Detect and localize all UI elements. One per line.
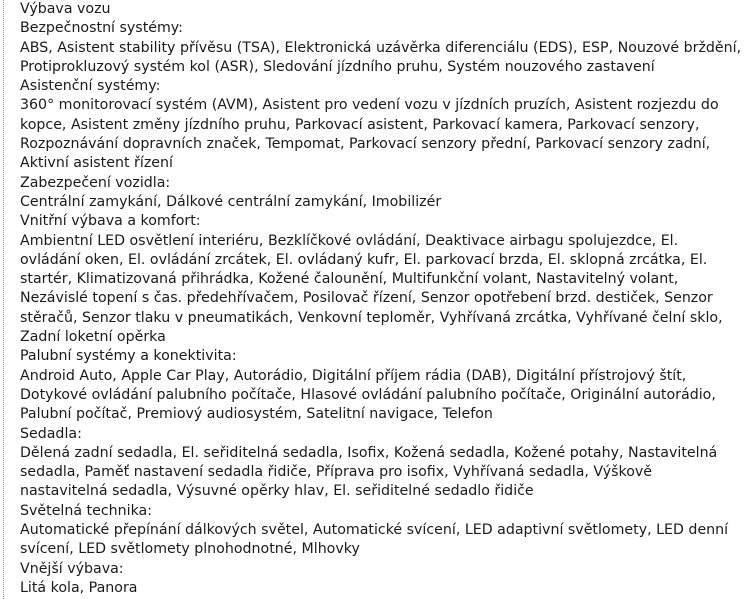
section-items: 360° monitorovací systém (AVM), Asistent pro vedení vozu v jízdních pruzích, Asistent rozjezdu do kopce, Asistent změny jízdního pruhu, Parkovací asistent, Parkovací kamera, Parkovací senzory, Rozpoznávání dopravních značek, Tempomat, Parkovací senzory přední, Parkovací senzory zadní, Aktivní asistent řízení: [20, 97, 724, 172]
section-heading: Bezpečnostní systémy:: [20, 20, 183, 37]
section-heading: Vnitřní výbava a komfort:: [20, 213, 201, 230]
section-items: Centrální zamykání, Dálkové centrální zamykání, Imobilizér: [20, 193, 442, 210]
section-items: Automatické přepínání dálkových světel, Automatické svícení, LED adaptivní světlomety, LED denní svícení, LED světlomety plnohodnotné, Mlhovky: [20, 522, 733, 558]
section-seats: [20, 425, 742, 502]
section-heading: Světelná technika:: [20, 502, 153, 519]
section-items: ABS, Asistent stability přívěsu (TSA), Elektronická uzávěrka diferenciálu (EDS), ESP, Nouzové brždění, Protiprokluzový systém kol (ASR), Sledování jízdního pruhu, Systém nouzového zastavení: [20, 39, 746, 75]
section-heading: Zabezpečení vozidla:: [20, 174, 171, 191]
section-heading: Palubní systémy a konektivita:: [20, 348, 237, 365]
section-safety-systems: [20, 19, 746, 77]
section-items: Android Auto, Apple Car Play, Autorádio, Digitální příjem rádia (DAB), Digitální přístrojový štít, Dotykové ovládání palubního počítače, Hlasové ovládání palubního počítače, Originální autorádio, Palubní počítač, Premiový audiosystém, Satelitní navigace, Telefon: [20, 367, 721, 423]
left-dotted-border: [3, 0, 4, 599]
document-title: Výbava vozu: [20, 1, 111, 17]
section-vehicle-security: [20, 174, 742, 213]
section-exterior: [20, 560, 742, 599]
section-heading: Sedadla:: [20, 425, 82, 442]
section-items: Ambientní LED osvětlení interiéru, Bezklíčkové ovládání, Deaktivace airbagu spolujezdce, El. ovládání oken, El. ovládání zrcátek, El. ovládaný kufr, El. parkovací brzda, El. sklopná zrcátka, El. startér, Klimatizovaná přihrádka, Kožené čalounění, Multifunkční volant, Nastavitelný volant, Nezávislé topení s čas. předehřívačem, Posilovač řízení, Senzor opotřebení brzd. destiček, Senzor stěračů, Senzor tlaku v pneumatikách, Venkovní teploměr, Vyhřívaná zrcátka, Vyhřívané čelní sklo, Zadní loketní opěrka: [20, 232, 728, 346]
section-heading: Vnější výbava:: [20, 560, 124, 577]
section-interior-comfort: [20, 212, 742, 347]
section-lighting: [20, 502, 742, 560]
equipment-document: [20, 0, 746, 598]
section-items: Litá kola, Panora: [20, 579, 138, 596]
section-assist-systems: [20, 77, 742, 173]
section-items: Dělená zadní sedadla, El. seřiditelná sedadla, Isofix, Kožená sedadla, Kožené potahy, Nastavitelná sedadla, Paměť nastavení sedadla řidiče, Příprava pro isofix, Vyhřívaná sedadla, Výškově nastavitelná sedadla, Výsuvné opěrky hlav, El. seřiditelné sedadlo řidiče: [20, 444, 722, 500]
section-onboard-connectivity: [20, 347, 742, 424]
section-heading: Asistenční systémy:: [20, 78, 161, 95]
